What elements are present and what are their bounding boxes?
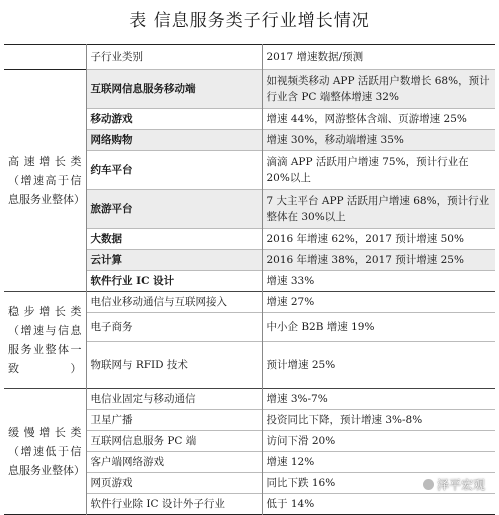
table-row [4,70,495,109]
table-title: 表 信息服务类子行业增长情况 [129,11,370,31]
growth-data-cell: 增速 3%-7% [266,393,328,405]
header-category-cell [4,45,86,70]
growth-data-cell: 投资同比下降，预计增速 3%-8% [262,410,495,431]
growth-data-cell: 2016 年增速 62%，2017 预计增速 50% [262,229,495,250]
header-subindustry: 子行业类别 [86,45,262,70]
subindustry-cell: 旅游平台 [86,190,262,229]
growth-data-cell: 中小企 B2B 增速 19% [262,313,495,342]
subindustry-cell: 互联网信息服务移动端 [86,70,262,109]
growth-data-cell: 增速 12% [262,452,495,473]
header-growth-data: 2017 增速数据/预测 [266,51,364,63]
table-row [4,292,495,313]
growth-data-cell: 访问下滑 20% [262,431,495,452]
growth-data-cell: 增速 27% [266,296,315,308]
wechat-icon [423,479,434,490]
growth-data-cell: 2016 年增速 38%，2017 预计增速 25% [262,250,495,271]
growth-data-cell: 预计增速 25% [262,342,495,389]
subindustry-cell: 互联网信息服务 PC 端 [86,431,262,452]
growth-data-cell: 滴滴 APP 活跃用户增速 75%，预计行业在 20%以上 [262,151,495,190]
growth-data-cell: 增速 44%，网游整体含端、页游增速 25% [262,109,495,130]
subindustry-cell: 电信业移动通信与互联网接入 [86,292,262,313]
watermark [423,476,485,493]
subindustry-cell: 软件行业 IC 设计 [86,271,262,292]
growth-data-cell: 低于 14% [262,494,495,515]
category-slow-growth: 缓慢增长类（增速低于信息服务业整体） [8,426,85,477]
growth-table [4,44,495,515]
growth-data-cell: 7 大主平台 APP 活跃用户增速 68%，预计行业整体在 30%以上 [262,190,495,229]
category-high-growth: 高速增长类（增速高于信息服务业整体） [8,155,85,206]
subindustry-cell: 卫星广播 [86,410,262,431]
subindustry-cell: 移动游戏 [86,109,262,130]
growth-data-cell: 同比下跌 16% [262,473,495,494]
subindustry-cell: 电子商务 [86,313,262,342]
watermark-text: 泽平宏观 [436,478,485,492]
subindustry-cell: 客户端网络游戏 [86,452,262,473]
header-row [4,45,495,70]
subindustry-cell: 软件行业除 IC 设计外子行业 [86,494,262,515]
subindustry-cell: 网络购物 [86,130,262,151]
subindustry-cell: 电信业固定与移动通信 [86,389,262,410]
growth-data-cell: 增速 33% [262,271,495,292]
category-steady-growth: 稳步增长类（增速与信息服务业整体一致） [8,305,82,375]
growth-data-cell: 如视频类移动 APP 活跃用户数增长 68%，预计行业含 PC 端整体增速 32% [262,70,495,109]
subindustry-cell: 大数据 [86,229,262,250]
table-row [4,389,495,410]
subindustry-cell: 约车平台 [86,151,262,190]
subindustry-cell: 云计算 [86,250,262,271]
subindustry-cell: 网页游戏 [86,473,262,494]
growth-data-cell: 增速 30%，移动端增速 35% [262,130,495,151]
subindustry-cell: 物联网与 RFID 技术 [86,342,262,389]
